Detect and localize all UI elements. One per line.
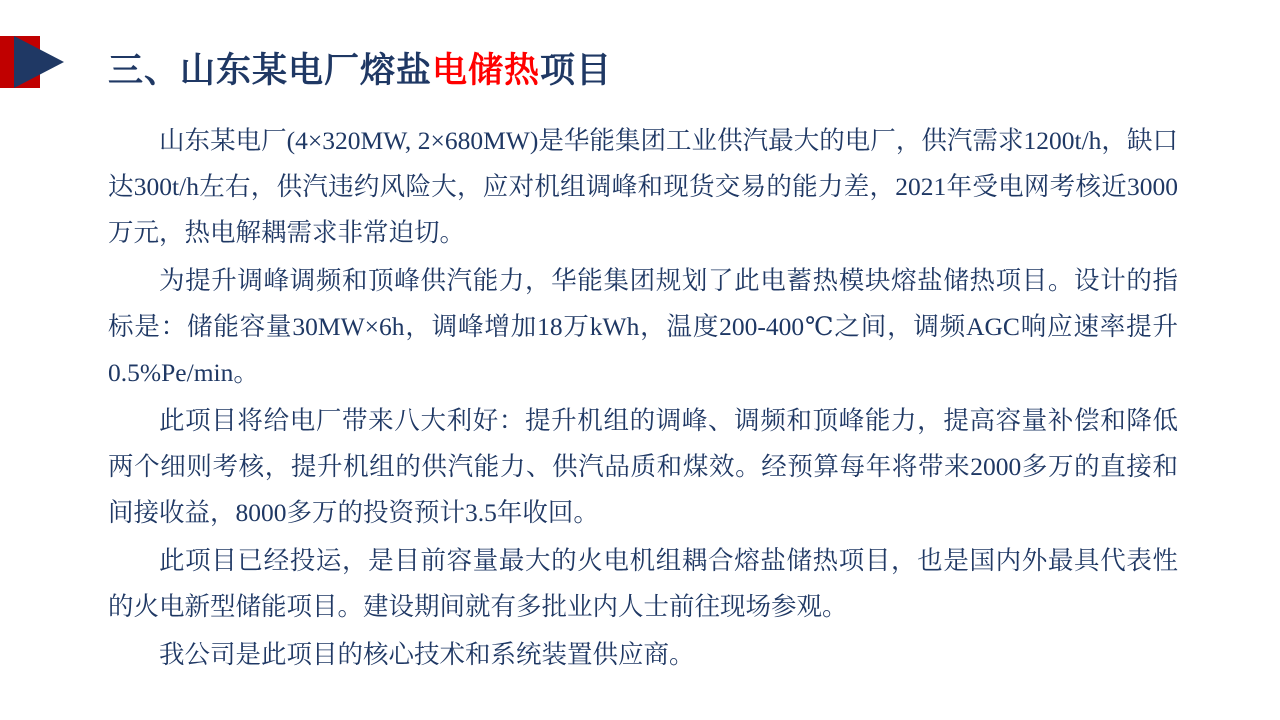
blue-arrow-shape xyxy=(14,36,64,88)
paragraph: 此项目将给电厂带来八大利好：提升机组的调峰、调频和顶峰能力，提高容量补偿和降低两个细则考核，提升机组的供汽能力、供汽品质和煤效。经预算每年将带来2000多万的直接和间接收益，8000多万的投资预计3.5年收回。 xyxy=(108,406,1178,527)
page-title-prefix: 三、山东某电厂熔盐 xyxy=(108,51,433,90)
paragraph: 我公司是此项目的核心技术和系统装置供应商。 xyxy=(159,640,695,669)
page-title-accent: 电储热 xyxy=(432,51,541,90)
page-title xyxy=(108,50,612,92)
paragraph: 山东某电厂(4×320MW, 2×680MW)是华能集团工业供汽最大的电厂，供汽需求1200t/h，缺口达300t/h左右，供汽违约风险大，应对机组调峰和现货交易的能力差，2021年受电网考核近3000万元，热电解耦需求非常迫切。 xyxy=(108,126,1178,247)
body-text-block xyxy=(108,118,1178,680)
paragraph: 此项目已经投运，是目前容量最大的火电机组耦合熔盐储热项目，也是国内外最具代表性的火电新型储能项目。建设期间就有多批业内人士前往现场参观。 xyxy=(108,546,1178,621)
paragraph: 为提升调峰调频和顶峰供汽能力，华能集团规划了此电蓄热模块熔盐储热项目。设计的指标是：储能容量30MW×6h，调峰增加18万kWh，温度200-400℃之间，调频AGC响应速率提升0.5%Pe/min。 xyxy=(108,266,1178,387)
page-title-suffix: 项目 xyxy=(540,51,613,90)
decorative-corner-mark xyxy=(0,36,76,88)
